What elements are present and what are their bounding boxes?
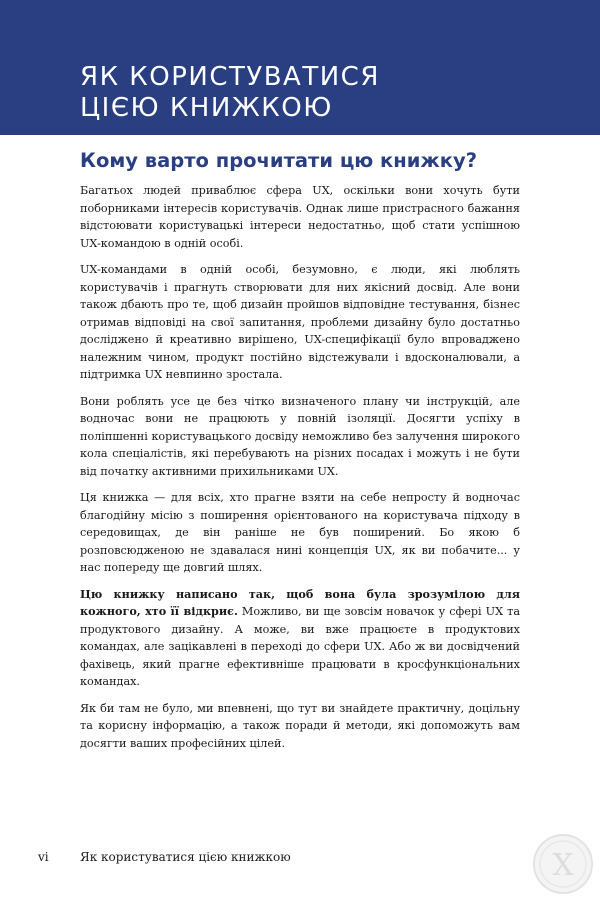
- page-footer: [38, 850, 291, 864]
- page-number: vi: [38, 850, 49, 864]
- chapter-title-line-1: ЯК КОРИСТУВАТИСЯ: [80, 62, 380, 92]
- paragraph-2: UX-командами в одній особі, безумовно, є люди, які люблять користувачів і прагнуть створювати для них якісний досвід. Але вони також дбають про те, щоб дизайн пройшов відповідне тестування, бізнес отримав відповіді на свої запитання, проблеми дизайну було достатньо досліджено й креативно вирішено, UX-специфікації було впроваджено належним чином, продукт постійно відстежували і вдосконалювали, а підтримка UX невпинно зростала.: [80, 263, 520, 381]
- watermark-letter: X: [552, 848, 574, 883]
- running-title: Як користуватися цією книжкою: [80, 850, 291, 864]
- chapter-title-line-2: ЦІЄЮ КНИЖКОЮ: [80, 93, 333, 123]
- paragraph-6: Як би там не було, ми впевнені, що тут ви знайдете практичну, доцільну та корисну інформацію, а також поради й методи, які допоможуть вам досягти ваших професійних цілей.: [80, 701, 520, 750]
- paragraph-5: [80, 586, 520, 691]
- paragraph-5-bold: Цю книжку написано так, щоб вона була зрозумілою для кожного, хто її відкриє.: [80, 586, 520, 618]
- paragraph-1: Багатьох людей приваблює сфера UX, оскільки вони хочуть бути поборниками інтересів користувачів. Однак лише пристрасного бажання відстоювати користувацькі інтереси недостатньо, щоб стати успішною UX-командою в одній особі.: [80, 184, 520, 250]
- paragraph-5-rest: Можливо, ви ще зовсім новачок у сфері UX та продуктового дизайну. А може, ви вже працюєте в продуктових командах, але зацікавлені в переході до сфери UX. Або ж ви досвідчений фахівець, який прагне ефективніше працювати в кросфункціональних командах.: [80, 605, 520, 688]
- paragraph-3: Вони роблять усе це без чітко визначеного плану чи інструкцій, але водночас вони не працюють у повній ізоляції. Досягти успіху в поліпшенні користувацького досвіду неможливо без залучення широкого кола спеціалістів, які перебувають на різних посадах і можуть і не бути від початку активними прихильниками UX.: [80, 394, 520, 478]
- section-title: Кому варто прочитати цю книжку?: [80, 149, 478, 172]
- body-text: [80, 182, 520, 761]
- header-banner: [0, 0, 600, 135]
- paragraph-4: Ця книжка — для всіх, хто прагне взяти на себе непросту й водночас благодійну місію з поширення орієнтованого на користувача підходу в середовищах, де він раніше не був поширений. Бо якою б розповсюдженою не здавалася нині концепція UX, як ви побачите... у нас попереду ще довгий шлях.: [80, 491, 520, 574]
- x-logo-icon: [531, 832, 595, 896]
- chapter-title: [80, 62, 380, 124]
